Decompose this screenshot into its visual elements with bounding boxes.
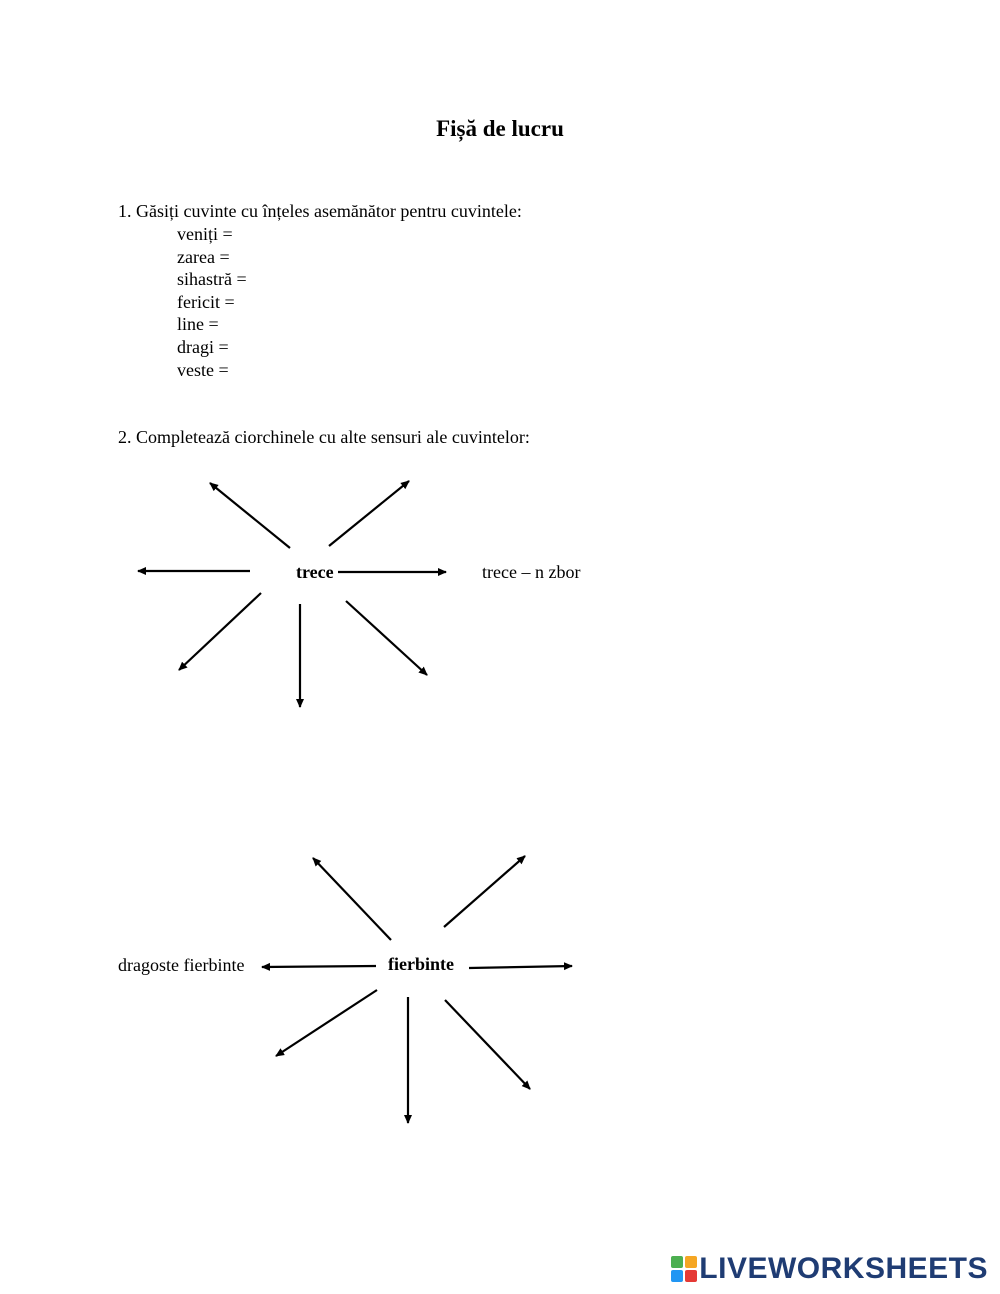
brand-name: LIVEWORKSHEETS: [699, 1252, 988, 1285]
arrow: [346, 601, 427, 675]
arrow: [444, 856, 525, 927]
word-item: line =: [177, 314, 219, 334]
cluster-center-word: trece: [296, 562, 334, 582]
arrow: [179, 593, 261, 670]
word-item: zarea =: [177, 247, 230, 267]
page-title: Fișă de lucru: [436, 116, 564, 141]
arrow: [313, 858, 391, 940]
liveworksheets-logo-icon: [671, 1256, 697, 1282]
arrow: [445, 1000, 530, 1089]
exercise-2-prompt: 2. Completează ciorchinele cu alte sensuri ale cuvintelor:: [118, 427, 530, 447]
cluster-example: dragoste fierbinte: [118, 955, 245, 975]
arrow: [469, 966, 572, 968]
arrow: [329, 481, 409, 546]
exercise-1-prompt: 1. Găsiți cuvinte cu înțeles asemănător pentru cuvintele:: [118, 201, 522, 221]
word-item: veste =: [177, 360, 229, 380]
word-item: sihastră =: [177, 269, 247, 289]
word-item: fericit =: [177, 292, 235, 312]
arrow: [276, 990, 377, 1056]
cluster-example: trece – n zbor: [482, 562, 581, 582]
arrow: [262, 966, 376, 967]
brand-logo[interactable]: [671, 1252, 988, 1286]
arrow: [210, 483, 290, 548]
cluster-center-word: fierbinte: [388, 954, 454, 974]
word-item: dragi =: [177, 337, 229, 357]
word-item: veniți =: [177, 224, 233, 244]
